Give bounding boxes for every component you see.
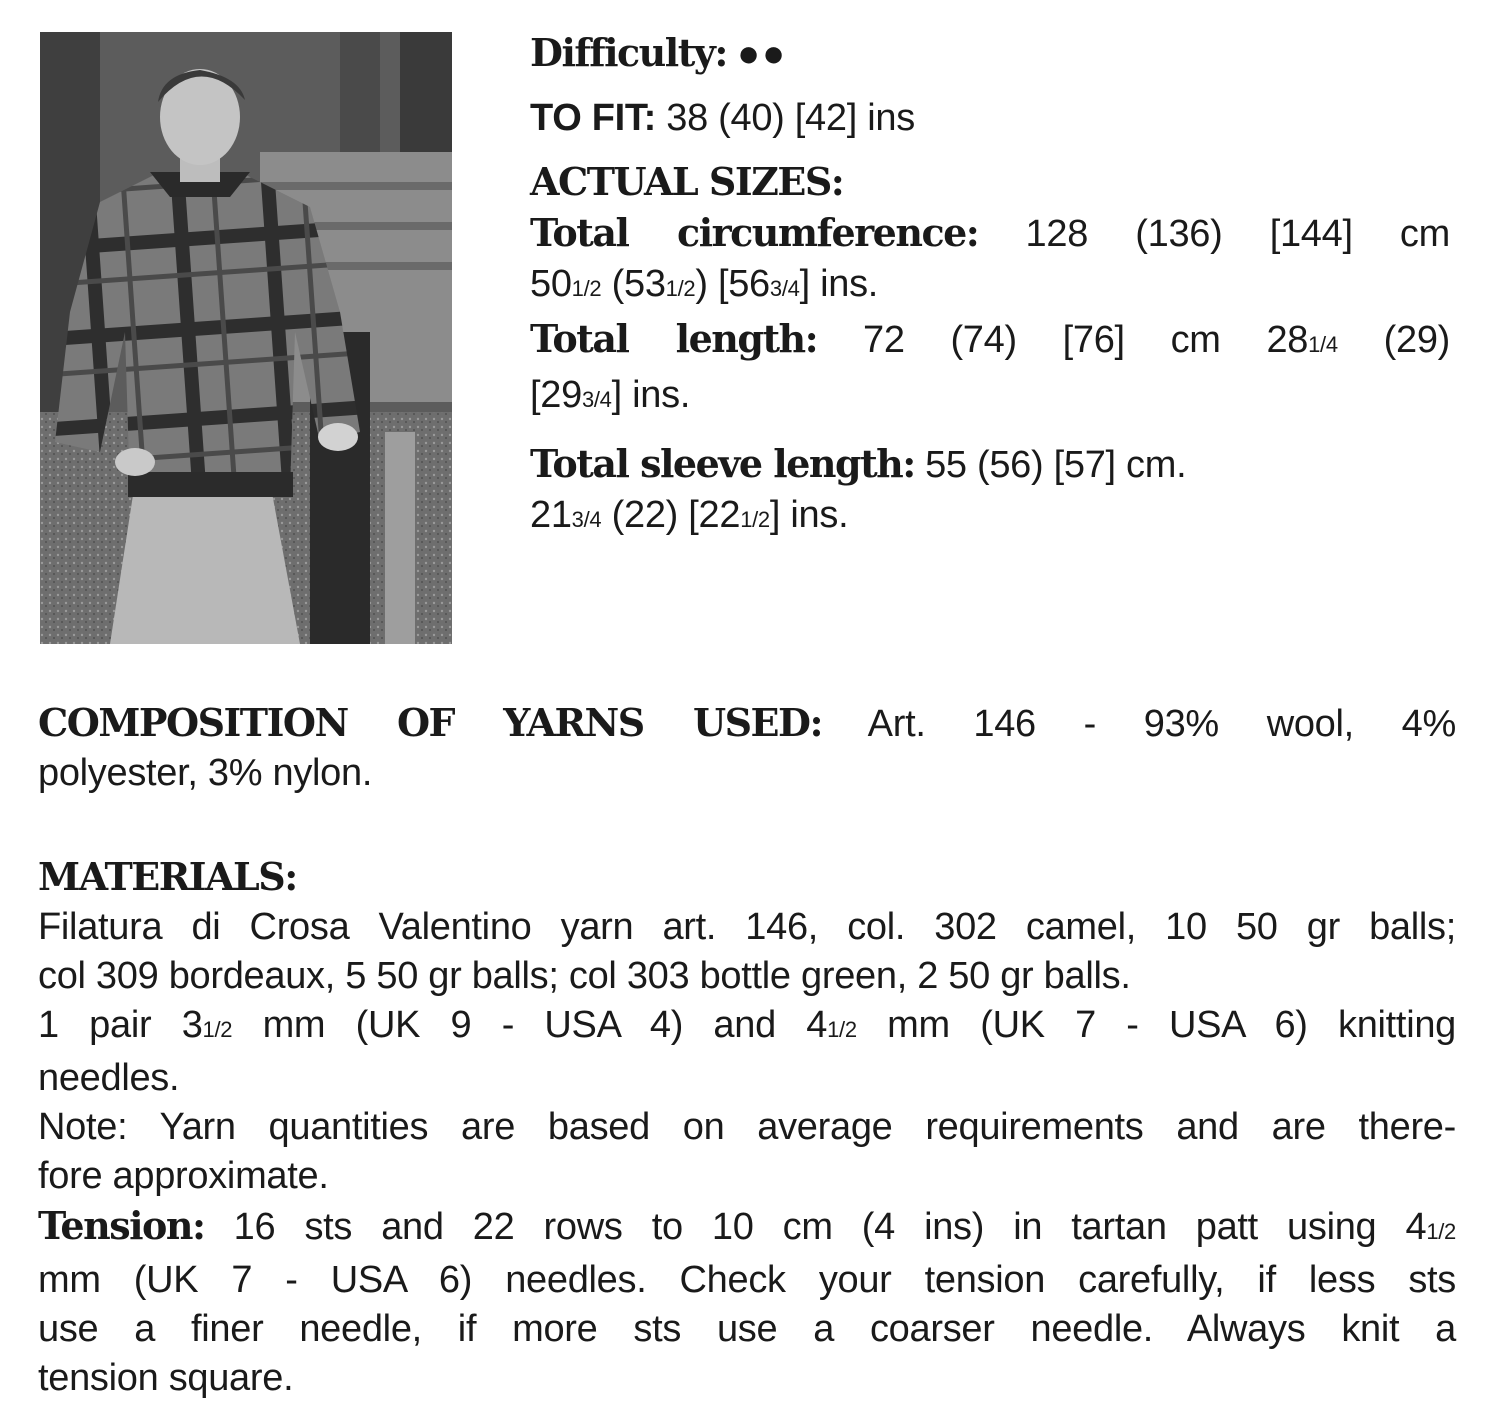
needles-size-a: 1 pair 3 bbox=[38, 1004, 203, 1046]
length-ins-a: [29 bbox=[530, 374, 582, 416]
tension-text-1: 16 sts and 22 rows to 10 cm (4 ins) in tartan patt using 4 bbox=[233, 1206, 1427, 1248]
tension-label: Tension: bbox=[38, 1203, 205, 1248]
actual-sizes-heading bbox=[530, 157, 1450, 208]
to-fit-label: TO FIT: bbox=[530, 97, 656, 139]
to-fit-line bbox=[530, 93, 1450, 143]
length-frac: 1/4 bbox=[1308, 332, 1338, 357]
sleeve-ins-a: 21 bbox=[530, 494, 572, 536]
circumference-label: Total circumference: bbox=[530, 210, 979, 255]
circumference-line bbox=[530, 208, 1450, 259]
circ-ins-a-frac: 1/2 bbox=[571, 276, 602, 301]
size-specs bbox=[530, 28, 1450, 545]
tension-frac: 1/2 bbox=[1426, 1219, 1456, 1244]
sleeve-ins-b: (22) [22 bbox=[611, 494, 741, 536]
photo-illustration bbox=[40, 32, 452, 644]
composition-label: COMPOSITION OF YARNS USED: bbox=[38, 700, 822, 745]
composition-line-1 bbox=[38, 698, 1456, 749]
materials-note-line-1: Note: Yarn quantities are based on average requirements and are there- bbox=[38, 1106, 1456, 1148]
composition-line-2: polyester, 3% nylon. bbox=[38, 752, 373, 794]
length-ins-tail: ] ins. bbox=[611, 374, 691, 416]
sleeve-line bbox=[530, 439, 1450, 490]
actual-sizes-label: ACTUAL SIZES: bbox=[530, 159, 844, 204]
materials-line-2: col 309 bordeaux, 5 50 gr balls; col 303 bottle green, 2 50 gr balls. bbox=[38, 955, 1131, 997]
length-ins-frac: 3/4 bbox=[581, 387, 612, 412]
needles-size-b-frac: 1/2 bbox=[827, 1017, 857, 1042]
needles-size-c: mm (UK 7 - USA 6) knitting bbox=[887, 1004, 1457, 1046]
circ-ins-a: 50 bbox=[530, 263, 572, 305]
length-tail: (29) bbox=[1383, 319, 1451, 361]
tension-line-4: tension square. bbox=[38, 1357, 294, 1399]
circ-ins-b-frac: 1/2 bbox=[665, 276, 696, 301]
tension-line-1 bbox=[38, 1201, 1456, 1256]
composition-text-1: Art. 146 - 93% wool, 4% bbox=[867, 703, 1457, 745]
sweater-photo bbox=[40, 32, 452, 644]
tension-line-3: use a finer needle, if more sts use a coarser needle. Always knit a bbox=[38, 1308, 1456, 1350]
sleeve-label: Total sleeve length: bbox=[530, 441, 915, 486]
sleeve-value: 55 (56) [57] cm. bbox=[925, 444, 1187, 486]
materials-section bbox=[38, 852, 1456, 1403]
circumference-ins-line bbox=[530, 259, 1450, 314]
circ-ins-c: ) [56 bbox=[695, 263, 770, 305]
materials-note-line-2: fore approximate. bbox=[38, 1155, 329, 1197]
circ-ins-c-frac: 3/4 bbox=[769, 276, 800, 301]
length-ins-line bbox=[530, 370, 1450, 425]
difficulty-rating: ●● bbox=[737, 33, 788, 75]
difficulty-line bbox=[530, 28, 1450, 79]
sleeve-ins-b-frac: 1/2 bbox=[740, 507, 770, 532]
circ-ins-tail: ] ins. bbox=[799, 263, 879, 305]
circumference-value: 128 (136) [144] cm bbox=[1025, 213, 1450, 255]
difficulty-label: Difficulty: bbox=[530, 30, 727, 75]
needles-size-a-frac: 1/2 bbox=[202, 1017, 233, 1042]
materials-line-4: needles. bbox=[38, 1057, 180, 1099]
materials-line-3 bbox=[38, 1001, 1456, 1054]
needles-size-b: mm (UK 9 - USA 4) and 4 bbox=[262, 1004, 828, 1046]
sleeve-ins-line bbox=[530, 490, 1450, 545]
sleeve-ins-a-frac: 3/4 bbox=[571, 507, 602, 532]
materials-heading bbox=[38, 852, 1456, 903]
materials-line-1: Filatura di Crosa Valentino yarn art. 146, col. 302 camel, 10 50 gr balls; bbox=[38, 906, 1456, 948]
materials-label: MATERIALS: bbox=[38, 854, 297, 899]
length-line bbox=[530, 314, 1450, 370]
sleeve-ins-tail: ] ins. bbox=[769, 494, 849, 536]
tension-line-2: mm (UK 7 - USA 6) needles. Check your tension carefully, if less sts bbox=[38, 1259, 1456, 1301]
circ-ins-b: (53 bbox=[611, 263, 666, 305]
length-label: Total length: bbox=[530, 316, 818, 361]
to-fit-value: 38 (40) [42] ins bbox=[666, 97, 915, 139]
composition-section bbox=[38, 698, 1456, 798]
length-value: 72 (74) [76] cm 28 bbox=[862, 319, 1309, 361]
